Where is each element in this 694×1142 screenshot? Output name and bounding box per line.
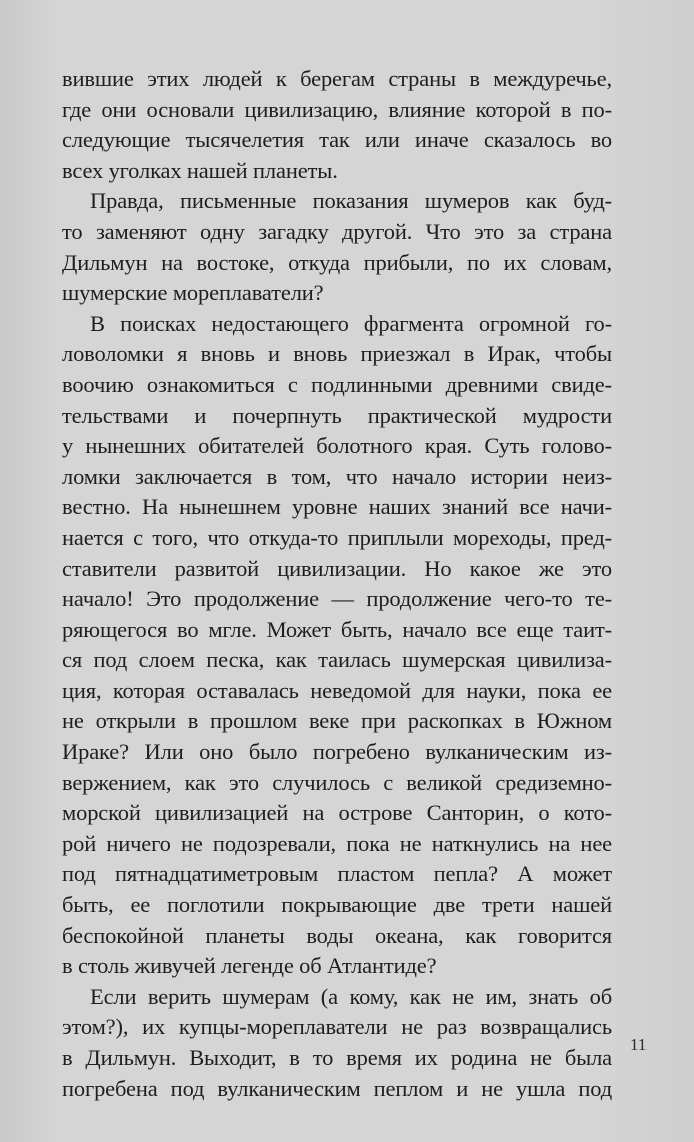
text-line: вившие этих людей к берегам страны в междуречье, [62,66,612,91]
text-line: Ираке? Или оно было погребено вулканическим из- [62,739,612,765]
text-line: нается с того, что откуда-то приплыли мореходы, пред- [62,524,612,550]
text-line: Дильмун на востоке, откуда прибыли, по их словам, [62,249,612,275]
text-line: в столь живучей легенде об Атлантиде? [62,953,437,979]
text-line: где они основали цивилизацию, влияние которой в по- [62,96,612,122]
text-line: всех уголках нашей планеты. [62,157,338,183]
text-line: воочию ознакомиться с подлинными древними свиде- [62,371,612,397]
text-line: ряющегося во мгле. Может быть, начало все еще таит- [62,616,612,642]
text-line: у нынешних обитателей болотного края. Суть голово- [62,433,612,459]
text-line: морской цивилизацией на острове Санторин, о кото- [62,800,612,826]
page-number: 11 [630,1035,647,1054]
text-line: ловоломки я вновь и вновь приезжал в Ирак, чтобы [62,341,612,367]
text-line: в Дильмун. Выходит, в то время их родина не была [62,1045,612,1070]
text-line: то заменяют одну загадку другой. Что это за страна [62,218,612,244]
text-line: рой ничего не подозревали, пока не наткнулись на нее [62,830,612,856]
text-line: ция, которая оставалась неведомой для науки, пока ее [62,677,612,703]
text-line: погребена под вулканическим пеплом и не ушла под [62,1075,612,1101]
text-line: шумерские мореплаватели? [62,280,324,306]
text-line: начало! Это продолжение — продолжение чего-то те- [62,586,612,612]
body-text [62,64,612,1104]
text-line: Правда, письменные показания шумеров как буд- [90,188,612,214]
text-line: ломки заключается в том, что начало истории неиз- [62,463,612,489]
text-line: Если верить шумерам (а кому, как не им, знать об [90,983,612,1009]
text-line: следующие тысячелетия так или иначе сказалось во [62,127,612,153]
text-line: этом?), их купцы-мореплаватели не раз возвращались [62,1014,612,1040]
text-line: вержением, как это случилось с великой средиземно- [62,769,612,795]
text-line: тельствами и почерпнуть практической мудрости [62,402,612,428]
text-line: вестно. На нынешнем уровне наших знаний все начи- [62,494,612,520]
text-line: под пятнадцатиметровым пластом пепла? А может [62,861,612,887]
text-line: быть, ее поглотили покрывающие две трети нашей [62,892,612,918]
text-line: не открыли в прошлом веке при раскопках в Южном [62,708,612,734]
text-line: В поисках недостающего фрагмента огромной го- [90,310,612,336]
text-line: ставители развитой цивилизации. Но какое же это [62,555,612,581]
text-line: ся под слоем песка, как таилась шумерская цивилиза- [62,647,612,673]
text-line: беспокойной планеты воды океана, как говорится [62,922,612,948]
